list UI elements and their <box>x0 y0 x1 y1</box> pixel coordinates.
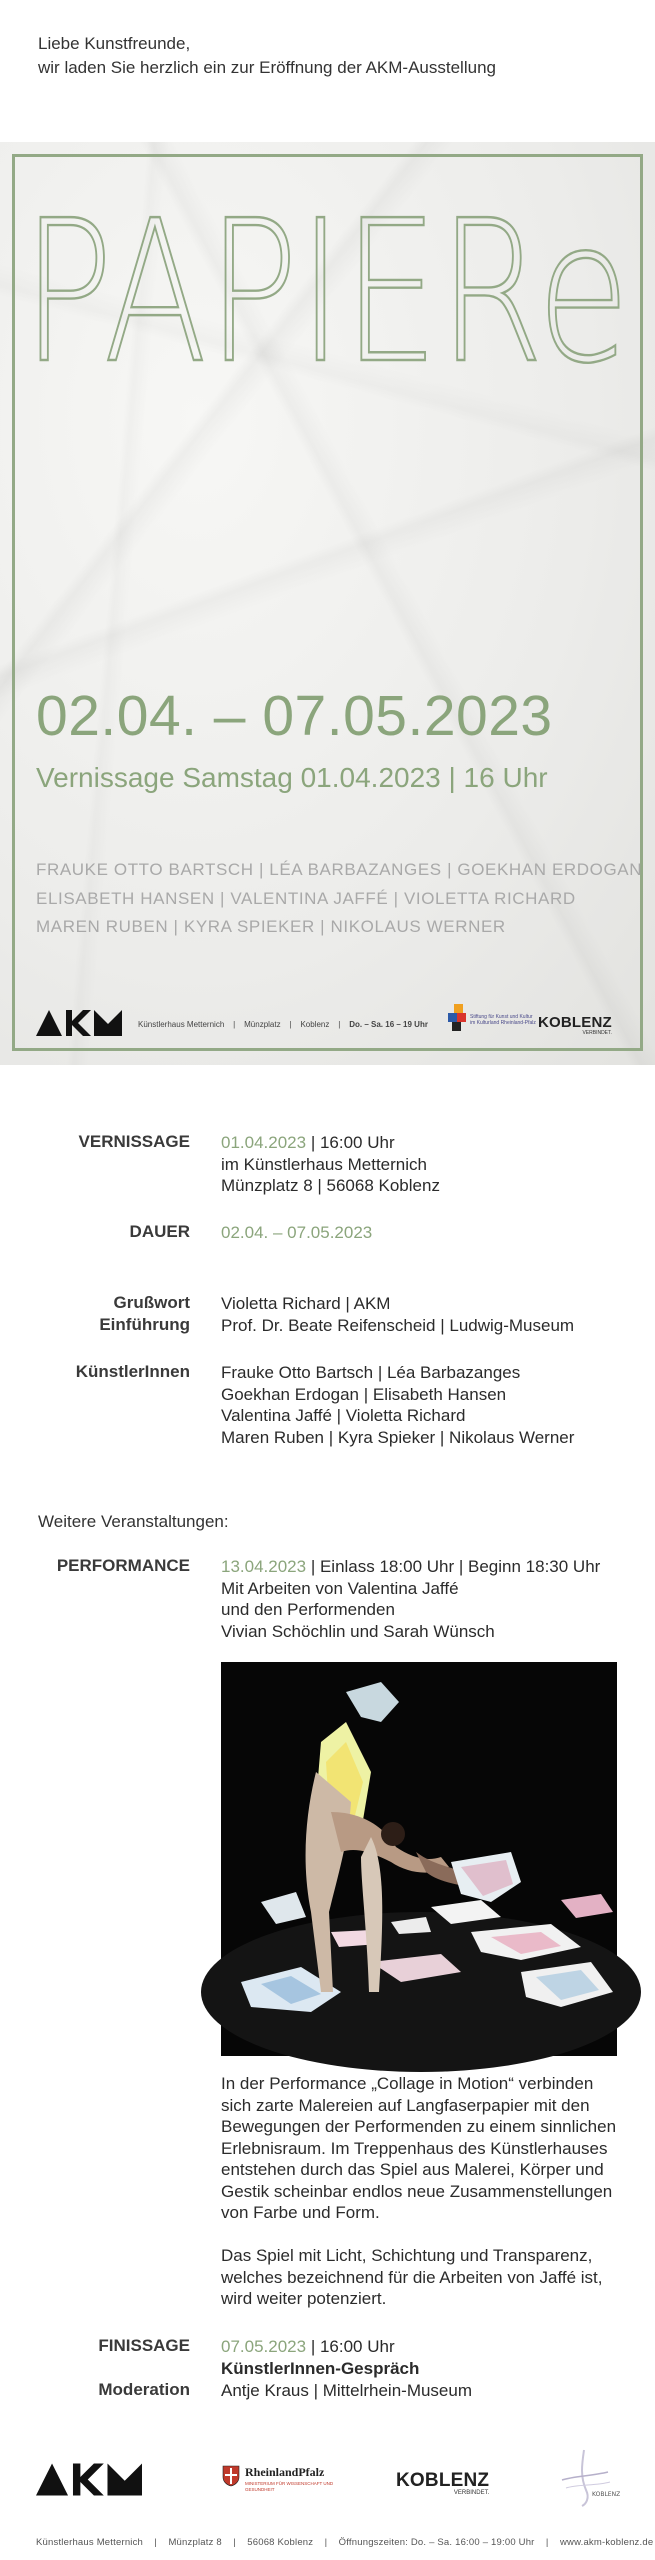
footer-separator: | <box>545 2537 549 2548</box>
performance-photo-image <box>221 1662 617 2056</box>
grusswort-value: Violetta Richard | AKM <box>221 1294 391 1313</box>
kuenstler-line: Frauke Otto Bartsch | Léa Barbazanges <box>221 1363 521 1382</box>
kuenstler-list <box>221 1362 574 1448</box>
koblenz-tagline: VERBINDET. <box>582 1030 612 1036</box>
vernissage-address: Münzplatz 8 | 56068 Koblenz <box>221 1176 440 1195</box>
performance-time: | Einlass 18:00 Uhr | Beginn 18:30 Uhr <box>306 1557 601 1576</box>
akm-logo-footer <box>36 2463 142 2496</box>
sponsor-logos <box>0 2440 655 2510</box>
performance-label: PERFORMANCE <box>56 1556 190 1575</box>
kuenstler-line: Maren Ruben | Kyra Spieker | Nikolaus Werner <box>221 1427 575 1447</box>
kuenstler-line: Valentina Jaffé | Violetta Richard <box>221 1406 466 1425</box>
exhibition-poster <box>0 142 655 1065</box>
koblenz-tagline: VERBINDET. <box>453 2490 490 2496</box>
akm-logo <box>36 1010 122 1036</box>
vernissage-time: | 16:00 Uhr <box>306 1133 395 1152</box>
footer-separator: | <box>154 2537 158 2548</box>
footer-venue: Künstlerhaus Metternich <box>36 2537 144 2548</box>
poster-title <box>22 179 634 407</box>
koblenz-logo-footer <box>396 2470 489 2496</box>
footer-street: Münzplatz <box>244 1020 281 1029</box>
poster-title-text: PAPIERe <box>22 179 630 407</box>
intro-invitation: wir laden Sie herzlich ein zur Eröffnung der AKM-Ausstellung <box>38 58 496 77</box>
footer-website-link[interactable]: www.akm-koblenz.de <box>559 2537 654 2548</box>
performance-details <box>221 1556 600 1642</box>
finissage-time: | 16:00 Uhr <box>306 2337 395 2356</box>
footer-address-line <box>36 2537 654 2548</box>
poster-dates: 02.04. – 07.05.2023 <box>36 684 553 748</box>
performance-line: Vivian Schöchlin und Sarah Wünsch <box>221 1621 495 1641</box>
poster-artists <box>36 856 642 942</box>
poster-footer <box>36 1004 616 1044</box>
vernissage-details <box>221 1132 440 1197</box>
performance-description: In der Performance „Collage in Motion“ verbinden sich zarte Malereien auf Langfaserpapier mit den Bewegungen der Performenden zu einem sinnlichen Erlebnisraum. Im Treppenhaus des Künstlerhauses entstehen durch das Spiel aus Malerei, Körper und Gestik scheinbar endlos neue Zusammenstellungen von Farbe und Form. <box>221 2074 617 2222</box>
vernissage-date: 01.04.2023 <box>221 1133 307 1152</box>
finissage-label: FINISSAGE <box>98 2336 190 2355</box>
footer-separator: | <box>338 1020 341 1029</box>
rlp-crest-icon <box>222 2465 240 2487</box>
einfuehrung-value: Prof. Dr. Beate Reifenscheid | Ludwig-Museum <box>221 1316 575 1335</box>
foundation-name: Stiftung für Kunst und Kultur im Kulturland Rheinland-Pfalz <box>470 1014 536 1026</box>
poster-artists-line: ELISABETH HANSEN | VALENTINA JAFFÉ | VIOLETTA RICHARD <box>36 888 576 908</box>
dauer-value: 02.04. – 07.05.2023 <box>221 1223 373 1242</box>
kuenstler-line: Goekhan Erdogan | Elisabeth Hansen <box>221 1384 507 1404</box>
koblenz-wordmark: KOBLENZ <box>396 2470 490 2491</box>
rlp-name: RheinlandPfalz <box>245 2465 325 2479</box>
performance-line: Mit Arbeiten von Valentina Jaffé <box>221 1578 459 1598</box>
footer-separator: | <box>324 2537 328 2548</box>
dauer-label: DAUER <box>129 1222 190 1241</box>
footer-street: Münzplatz 8 <box>168 2537 222 2548</box>
mittelrhein-logo <box>556 2446 621 2508</box>
moderation-label: Moderation <box>98 2380 190 2399</box>
poster-artists-line: MAREN RUBEN | KYRA SPIEKER | NIKOLAUS WERNER <box>36 917 506 936</box>
poster-artists-line: FRAUKE OTTO BARTSCH | LÉA BARBAZANGES | GOEKHAN ERDOGAN <box>36 860 643 879</box>
foundation-mark-icon <box>446 1004 470 1038</box>
finissage-details <box>221 2336 419 2379</box>
rlp-ministry: MINISTERIUM FÜR WISSENSCHAFT UND GESUNDHEIT <box>245 2481 334 2492</box>
rlp-logo <box>222 2465 342 2499</box>
kuenstler-label: KünstlerInnen <box>75 1362 190 1381</box>
events-heading: Weitere Veranstaltungen: <box>38 1512 229 1531</box>
footer-separator: | <box>289 1020 292 1029</box>
moderation-value: Antje Kraus | Mittelrhein-Museum <box>221 2381 473 2400</box>
mittelrhein-text: KOBLENZ <box>592 2491 621 2498</box>
performance-line: und den Performenden <box>221 1600 395 1619</box>
footer-hours: Do. – Sa. 16 – 19 Uhr <box>349 1020 428 1029</box>
footer-hours: Öffnungszeiten: Do. – Sa. 16:00 – 19:00 Uhr <box>338 2537 535 2548</box>
performance-description-2: Das Spiel mit Licht, Schichtung und Transparenz, welches bezeichnend für die Arbeiten von Jaffé ist, wird weiter potenziert. <box>221 2246 603 2308</box>
footer-city: 56068 Koblenz <box>247 2537 314 2548</box>
vernissage-place: im Künstlerhaus Metternich <box>221 1154 427 1174</box>
performance-photo <box>221 1662 617 2056</box>
footer-separator: | <box>233 1020 236 1029</box>
finissage-date: 07.05.2023 <box>221 2337 307 2356</box>
poster-vernissage: Vernissage Samstag 01.04.2023 | 16 Uhr <box>36 762 548 793</box>
einfuehrung-label: Einführung <box>99 1315 190 1334</box>
performance-date: 13.04.2023 <box>221 1557 307 1576</box>
finissage-talk: KünstlerInnen-Gespräch <box>221 2358 420 2378</box>
footer-venue: Künstlerhaus Metternich <box>138 1020 225 1029</box>
poster-footer-address <box>138 1020 428 1029</box>
intro-greeting: Liebe Kunstfreunde, <box>38 34 191 53</box>
vernissage-label: VERNISSAGE <box>78 1132 190 1151</box>
footer-city: Koblenz <box>300 1020 330 1029</box>
footer-separator: | <box>233 2537 236 2548</box>
koblenz-logo <box>538 1014 612 1036</box>
grusswort-label: Grußwort <box>113 1293 190 1312</box>
intro-text <box>38 32 496 80</box>
koblenz-wordmark: KOBLENZ <box>538 1014 612 1031</box>
kunst-foundation-logo <box>446 1004 536 1044</box>
